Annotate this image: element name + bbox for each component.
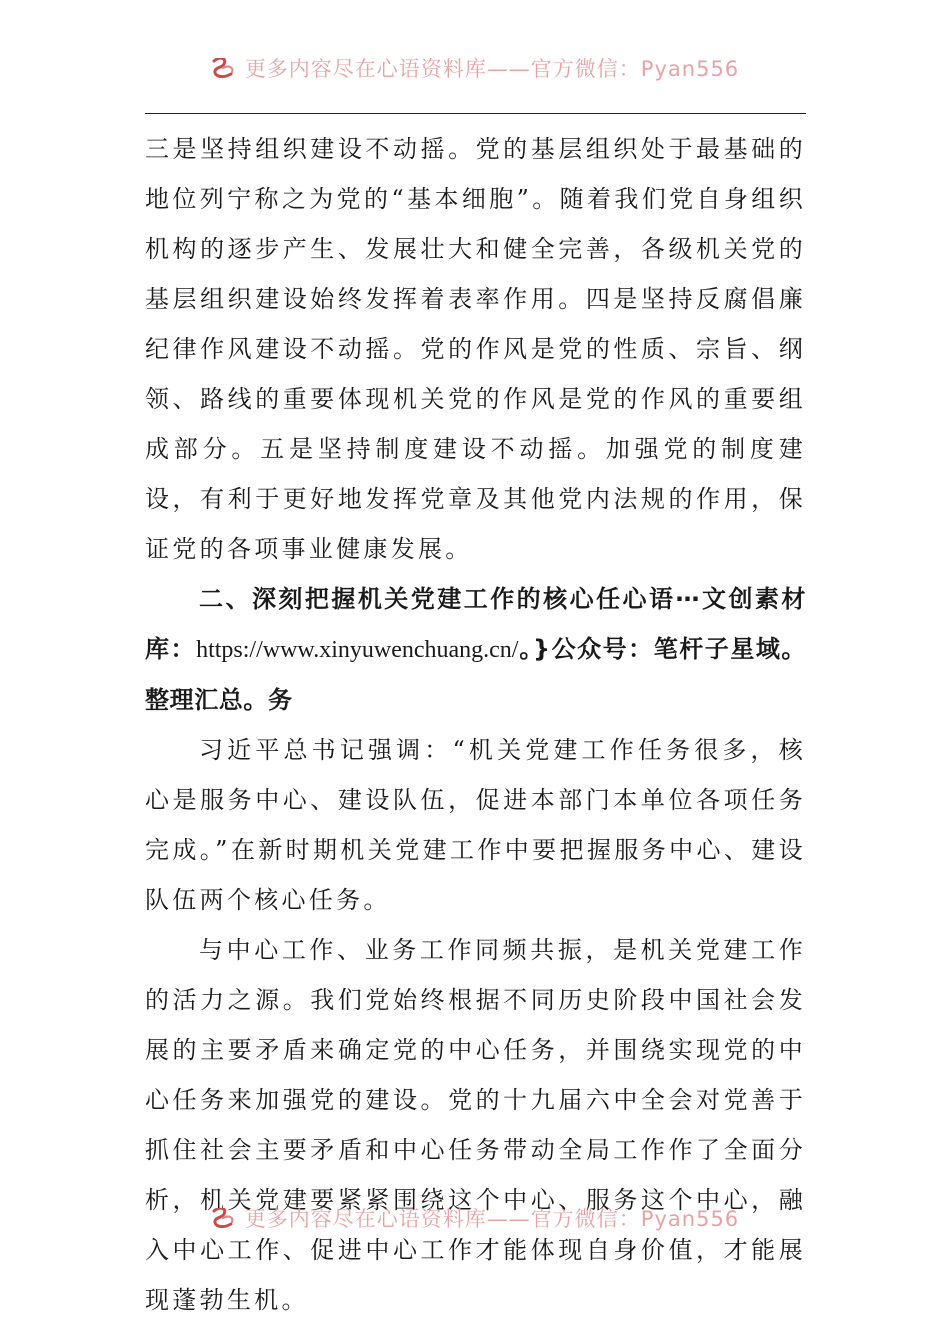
header-rule [145, 113, 806, 114]
footer-watermark [0, 1208, 950, 1238]
heading-url-link[interactable]: https://www.xinyuwenchuang.cn/ [196, 637, 519, 663]
heading-text-start: 二、深刻把握机关党建工作的核心任心语⋯文创素材库： [145, 585, 806, 663]
watermark-text: 更多内容尽在心语资料库——官方微信：Pyan556 [244, 1208, 740, 1231]
section-heading [145, 574, 806, 725]
document-body [145, 124, 806, 1325]
ribbon-logo-icon [211, 1208, 237, 1231]
header-watermark [0, 58, 950, 88]
paragraph-quote: 习近平总书记强调：“机关党建工作任务很多，核心是服务中心、建设队伍，促进本部门本单位各项任务完成。”在新时期机关党建工作中要把握服务中心、建设队伍两个核心任务。 [145, 736, 806, 914]
paragraph-organization: 三是坚持组织建设不动摇。党的基层组织处于最基础的地位列宁称之为党的“基本细胞”。随着我们党自身组织机构的逐步产生、发展壮大和健全完善，各级机关党的基层组织建设始终发挥着表率作用。四是坚持反腐倡廉纪律作风建设不动摇。党的作风是党的性质、宗旨、纲领、路线的重要体现机关党的作风是党的作风的重要组成部分。五是坚持制度建设不动摇。加强党的制度建设，有利于更好地发挥党章及其他党内法规的作用，保证党的各项事业健康发展。 [145, 135, 806, 563]
heading-text-end: 。}公众号：笔杆子星域。整理汇总。务 [145, 635, 806, 714]
watermark-text: 更多内容尽在心语资料库——官方微信：Pyan556 [244, 58, 740, 81]
ribbon-logo-icon [211, 58, 237, 81]
paragraph-center-work: 与中心工作、业务工作同频共振，是机关党建工作的活力之源。我们党始终根据不同历史阶段中国社会发展的主要矛盾来确定党的中心任务，并围绕实现党的中心任务来加强党的建设。党的十九届六中全会对党善于抓住社会主要矛盾和中心任务带动全局工作作了全面分析，机关党建要紧紧围绕这个中心、服务这个中心，融入中心工作、促进中心工作才能体现自身价值，才能展现蓬勃生机。 [145, 936, 806, 1314]
